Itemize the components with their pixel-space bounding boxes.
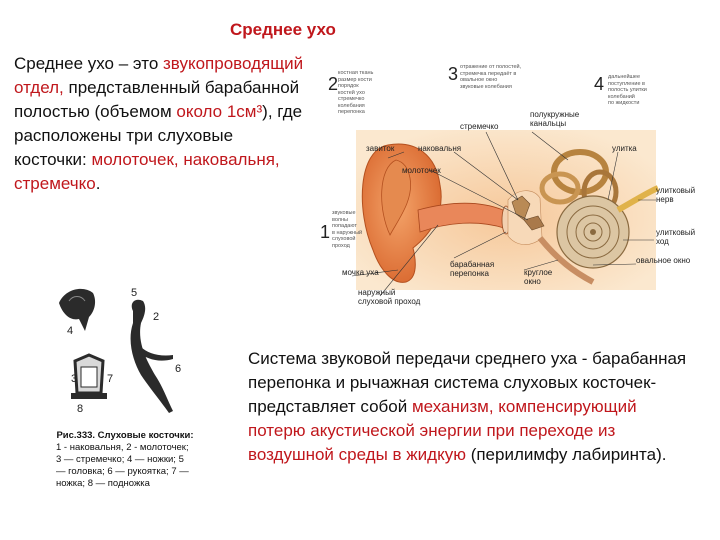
bottom-part-3: (перилимфу лабиринта).: [465, 445, 667, 464]
ossicles-caption: [56, 430, 194, 490]
label-stirrup: стремечко: [460, 122, 499, 131]
bottom-part-1: Система звуковой передачи среднего уха - барабанная перепонка и рычажная система слуховых косточек- представляет собой: [248, 349, 687, 416]
ossicle-number-5: 5: [131, 287, 138, 299]
intro-part-1: Среднее ухо – это: [14, 54, 163, 73]
ossicle-number-6: 6: [175, 363, 182, 375]
label-lobe: мочка уха: [342, 268, 379, 277]
ear-number-1: 1: [320, 222, 331, 242]
label-oval-window: овальное окно: [636, 256, 691, 265]
label-anvil: наковальня: [418, 144, 462, 153]
ossicle-number-7: 7: [107, 373, 114, 385]
intro-part-2: звукопроводящий отдел,: [14, 54, 304, 97]
slide-title: Среднее ухо: [230, 20, 336, 39]
intro-part-4: около 1см³: [176, 102, 263, 121]
ossicles-figure: [55, 283, 215, 428]
label-canals: полукружные канальцы: [530, 110, 580, 128]
label-snail: улитка: [612, 144, 637, 153]
ossicles-caption-body: 1 - наковальня, 2 - молоточек; 3 — стремечко; 4 — ножки; 5 — головка; 6 — рукоятка; 7 — ножка; 8 — подножка: [56, 442, 189, 489]
ossicle-number-3: 3: [71, 373, 78, 385]
ossicle-number-2: 2: [153, 311, 160, 323]
ossicle-number-8: 8: [77, 403, 84, 415]
ear-note-2: костная ткань размер кости порядок костей ухо стремечко колебания перепонка: [338, 70, 374, 115]
intro-part-6: молоточек, наковальня, стремечко: [14, 150, 280, 193]
label-duct: улитковый ход: [656, 228, 696, 246]
label-curl: завиток: [366, 144, 395, 153]
bottom-text: [248, 347, 688, 467]
intro-part-7: .: [95, 174, 101, 193]
ossicles-caption-title: Рис.333. Слуховые косточки:: [56, 430, 194, 441]
label-hammer: молоточек: [402, 166, 441, 175]
ear-note-3: отражение от полостей, стремечка передаёт в овальное окно звуковые колебания: [460, 64, 522, 90]
label-drum: барабанная перепонка: [450, 260, 495, 278]
label-nerve: улитковый нерв: [656, 186, 696, 204]
ossicle-number-4: 4: [67, 325, 74, 337]
intro-part-5: ), где расположены три слуховые косточки:: [14, 102, 303, 169]
bottom-part-2: механизм, компенсирующий потерю акустической энергии при переходе из воздушной среды в жидкую: [248, 397, 637, 464]
intro-text: [14, 52, 304, 196]
intro-part-3: представленный барабанной полостью (объемом: [14, 78, 300, 121]
ear-number-3: 3: [448, 64, 459, 84]
ear-number-4: 4: [594, 74, 605, 94]
label-ear-canal: наружный слуховой проход: [358, 288, 421, 306]
label-round-window: круглое окно: [524, 268, 553, 286]
ear-number-2: 2: [328, 74, 339, 94]
ear-anatomy-figure: [318, 60, 718, 310]
ear-note-4: дальнейшее поступление в полость улитки колебаний по жидкости: [608, 74, 647, 106]
ear-note-1: звуковые волны попадают в наружный слуховой проход: [332, 210, 363, 249]
